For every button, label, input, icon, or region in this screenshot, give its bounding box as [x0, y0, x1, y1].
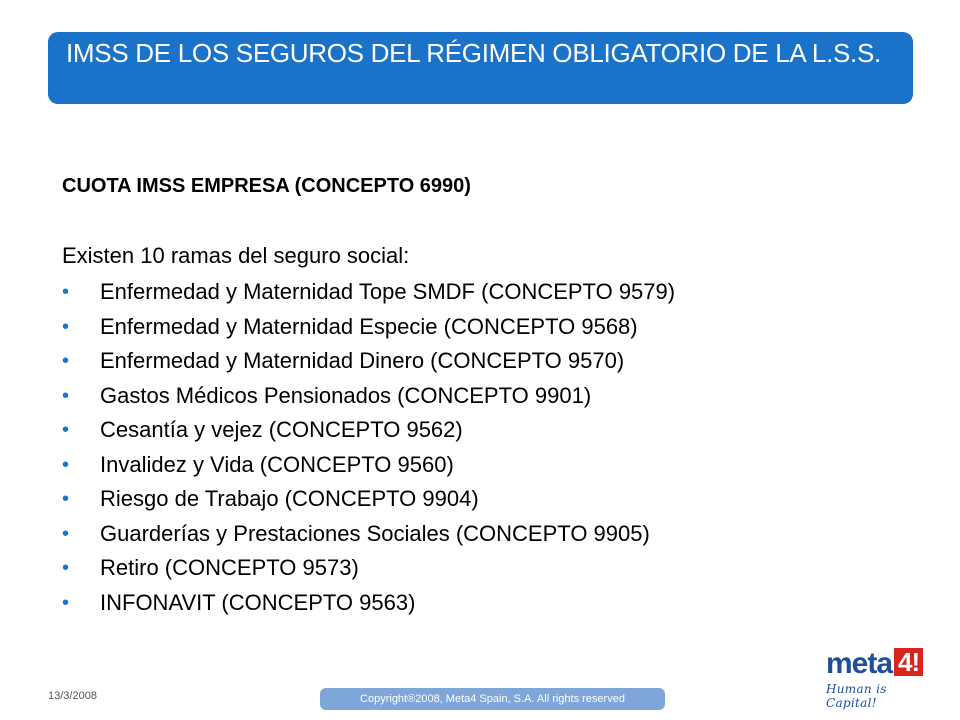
- list-item-text: Enfermedad y Maternidad Tope SMDF (CONCEPTO 9579): [100, 279, 676, 304]
- logo-wordmark: [826, 648, 938, 680]
- logo-number: 4!: [894, 648, 923, 676]
- list-item-text: Enfermedad y Maternidad Dinero (CONCEPTO 9570): [100, 348, 625, 373]
- bullet-icon: •: [62, 557, 70, 579]
- list-item-text: Riesgo de Trabajo (CONCEPTO 9904): [100, 486, 479, 511]
- list-item: [62, 588, 675, 623]
- bullet-icon: •: [62, 384, 70, 407]
- bullet-icon: •: [62, 350, 70, 372]
- list-item-text: Invalidez y Vida (CONCEPTO 9560): [100, 451, 454, 477]
- list-item-text: Guarderías y Prestaciones Sociales (CONCEPTO 9905): [100, 520, 650, 546]
- list-item: [62, 484, 675, 519]
- list-item: [62, 381, 675, 416]
- slide-title: IMSS DE LOS SEGUROS DEL RÉGIMEN OBLIGATORIO DE LA L.S.S.: [66, 38, 881, 68]
- list-item: [62, 277, 675, 312]
- bullet-icon: •: [62, 419, 70, 441]
- list-item: [62, 450, 675, 485]
- list-item: [62, 346, 675, 381]
- list-item: [62, 519, 675, 554]
- bullet-icon: •: [62, 453, 70, 476]
- list-item: [62, 312, 675, 347]
- bullet-icon: •: [62, 488, 70, 510]
- list-item-text: Enfermedad y Maternidad Especie (CONCEPTO 9568): [100, 313, 638, 339]
- title-banner: [48, 32, 913, 104]
- logo-word-text: meta: [826, 647, 893, 680]
- footer-date: 13/3/2008: [48, 690, 97, 702]
- section-heading: CUOTA IMSS EMPRESA (CONCEPTO 6990): [62, 175, 471, 197]
- list-item-text: Gastos Médicos Pensionados (CONCEPTO 9901): [100, 382, 592, 408]
- bullet-list: [62, 277, 675, 622]
- bullet-icon: •: [62, 591, 70, 614]
- bullet-icon: •: [62, 315, 70, 338]
- list-item-text: Cesantía y vejez (CONCEPTO 9562): [100, 417, 463, 442]
- list-item: [62, 553, 675, 588]
- logo-tagline: Human is Capital!: [826, 682, 887, 710]
- list-item-text: Retiro (CONCEPTO 9573): [100, 555, 359, 580]
- meta4-logo: [826, 648, 938, 708]
- intro-text: Existen 10 ramas del seguro social:: [62, 243, 410, 268]
- footer-copyright: Copyright®2008, Meta4 Spain, S.A. All rights reserved: [320, 688, 665, 710]
- bullet-icon: •: [62, 522, 70, 545]
- list-item-text: INFONAVIT (CONCEPTO 9563): [100, 589, 416, 615]
- list-item: [62, 415, 675, 450]
- bullet-icon: •: [62, 281, 70, 303]
